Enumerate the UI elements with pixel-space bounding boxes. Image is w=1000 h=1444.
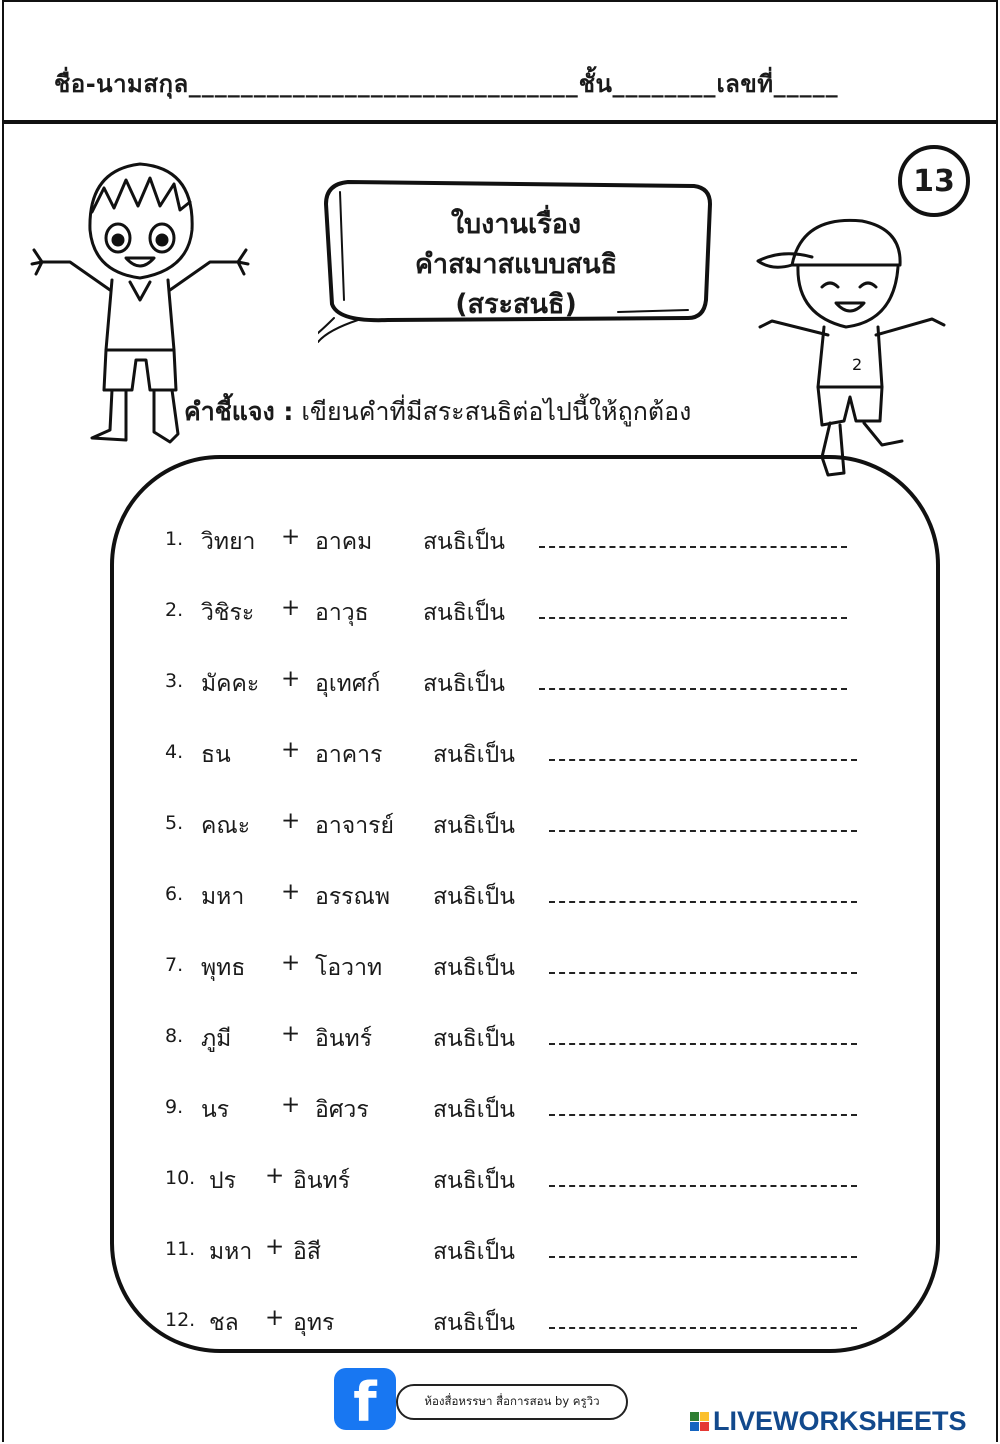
item-word-1: ชล <box>209 1310 239 1336</box>
item-plus-sign: + <box>281 808 301 834</box>
item-plus-sign: + <box>281 950 301 976</box>
item-word-2: อินทร์ <box>315 1026 373 1052</box>
title-line-2: คำสมาสแบบสนธิ <box>414 249 618 280</box>
item-sandhi-label: สนธิเป็น <box>433 884 515 910</box>
item-word-2: อิสี <box>293 1239 321 1265</box>
item-sandhi-label: สนธิเป็น <box>433 813 515 839</box>
item-word-2: อาจารย์ <box>315 813 394 839</box>
item-word-1: พุทธ <box>201 955 246 981</box>
item-plus-sign: + <box>265 1234 285 1260</box>
answer-blank[interactable] <box>549 759 857 761</box>
item-sandhi-label: สนธิเป็น <box>423 600 505 626</box>
liveworksheets-mark-icon <box>690 1412 709 1431</box>
boy-with-cap-cartoon-right <box>752 195 952 485</box>
title-speech-bubble <box>318 170 714 340</box>
item-sandhi-label: สนธิเป็น <box>423 529 505 555</box>
answer-blank[interactable] <box>549 830 857 832</box>
item-word-2: อุเทศก์ <box>315 671 381 697</box>
answer-blank[interactable] <box>539 617 847 619</box>
name-blank[interactable]: ______________________________ <box>188 70 579 98</box>
credit-label: ห้องสื่อหรรษา สื่อการสอน by ครูวิว <box>396 1384 628 1420</box>
item-plus-sign: + <box>281 524 301 550</box>
item-plus-sign: + <box>281 1092 301 1118</box>
item-word-2: อุทร <box>293 1310 335 1336</box>
item-sandhi-label: สนธิเป็น <box>433 1239 515 1265</box>
item-plus-sign: + <box>281 737 301 763</box>
item-number: 7. <box>165 954 184 976</box>
item-word-2: อาคาร <box>315 742 383 768</box>
class-label: ชั้น <box>578 70 613 98</box>
student-info-line <box>54 64 839 103</box>
item-plus-sign: + <box>265 1305 285 1331</box>
answer-blank[interactable] <box>549 972 857 974</box>
item-number: 5. <box>165 812 184 834</box>
item-word-1: วิทยา <box>201 529 256 555</box>
item-word-2: อาคม <box>315 529 373 555</box>
item-word-2: อิศวร <box>315 1097 369 1123</box>
item-word-1: วิชิระ <box>201 600 255 626</box>
item-number: 12. <box>165 1309 196 1331</box>
name-label: ชื่อ-นามสกุล <box>54 70 189 98</box>
instructions-text: เขียนคำที่มีสระสนธิต่อไปนี้ให้ถูกต้อง <box>301 397 692 426</box>
number-label: เลขที่ <box>716 70 774 98</box>
answer-blank[interactable] <box>549 1185 857 1187</box>
item-number: 4. <box>165 741 184 763</box>
item-sandhi-label: สนธิเป็น <box>433 1310 515 1336</box>
item-number: 2. <box>165 599 184 621</box>
item-number: 10. <box>165 1167 196 1189</box>
answer-blank[interactable] <box>549 1043 857 1045</box>
title-line-1: ใบงานเรื่อง <box>450 209 582 240</box>
item-word-2: อาวุธ <box>315 600 369 626</box>
page-number-badge: 13 <box>898 145 970 217</box>
item-word-1: มหา <box>209 1239 253 1265</box>
item-plus-sign: + <box>281 666 301 692</box>
title-line-3: (สระสนธิ) <box>455 289 577 320</box>
item-number: 1. <box>165 528 184 550</box>
facebook-icon: f <box>334 1368 396 1430</box>
item-sandhi-label: สนธิเป็น <box>433 955 515 981</box>
answer-blank[interactable] <box>539 546 847 548</box>
item-word-1: มัคคะ <box>201 671 260 697</box>
answer-blank[interactable] <box>549 1327 857 1329</box>
item-word-1: มหา <box>201 884 245 910</box>
item-plus-sign: + <box>265 1163 285 1189</box>
student-info-header <box>2 0 998 124</box>
item-plus-sign: + <box>281 595 301 621</box>
item-plus-sign: + <box>281 879 301 905</box>
instructions <box>184 392 691 432</box>
answer-blank[interactable] <box>549 1114 857 1116</box>
item-sandhi-label: สนธิเป็น <box>433 1168 515 1194</box>
item-word-1: นร <box>201 1097 230 1123</box>
item-number: 11. <box>165 1238 196 1260</box>
answer-blank[interactable] <box>539 688 847 690</box>
svg-text:2: 2 <box>852 355 863 374</box>
item-sandhi-label: สนธิเป็น <box>433 1026 515 1052</box>
item-word-1: ภูมี <box>201 1026 232 1052</box>
answer-blank[interactable] <box>549 1256 857 1258</box>
item-number: 6. <box>165 883 184 905</box>
liveworksheets-brand: LIVEWORKSHEETS <box>713 1405 967 1436</box>
item-sandhi-label: สนธิเป็น <box>433 742 515 768</box>
answer-blank[interactable] <box>549 901 857 903</box>
item-word-1: ธน <box>201 742 231 768</box>
item-plus-sign: + <box>281 1021 301 1047</box>
item-word-1: ปร <box>209 1168 236 1194</box>
item-sandhi-label: สนธิเป็น <box>433 1097 515 1123</box>
item-sandhi-label: สนธิเป็น <box>423 671 505 697</box>
instructions-label: คำชี้แจง : <box>184 397 294 426</box>
class-blank[interactable]: ________ <box>612 70 717 98</box>
number-blank[interactable]: _____ <box>773 70 839 98</box>
item-number: 8. <box>165 1025 184 1047</box>
item-number: 9. <box>165 1096 184 1118</box>
item-word-2: โอวาท <box>315 955 383 981</box>
item-word-2: อินทร์ <box>293 1168 351 1194</box>
item-word-1: คณะ <box>201 813 251 839</box>
liveworksheets-logo <box>690 1404 967 1438</box>
item-word-2: อรรณพ <box>315 884 391 910</box>
item-number: 3. <box>165 670 184 692</box>
